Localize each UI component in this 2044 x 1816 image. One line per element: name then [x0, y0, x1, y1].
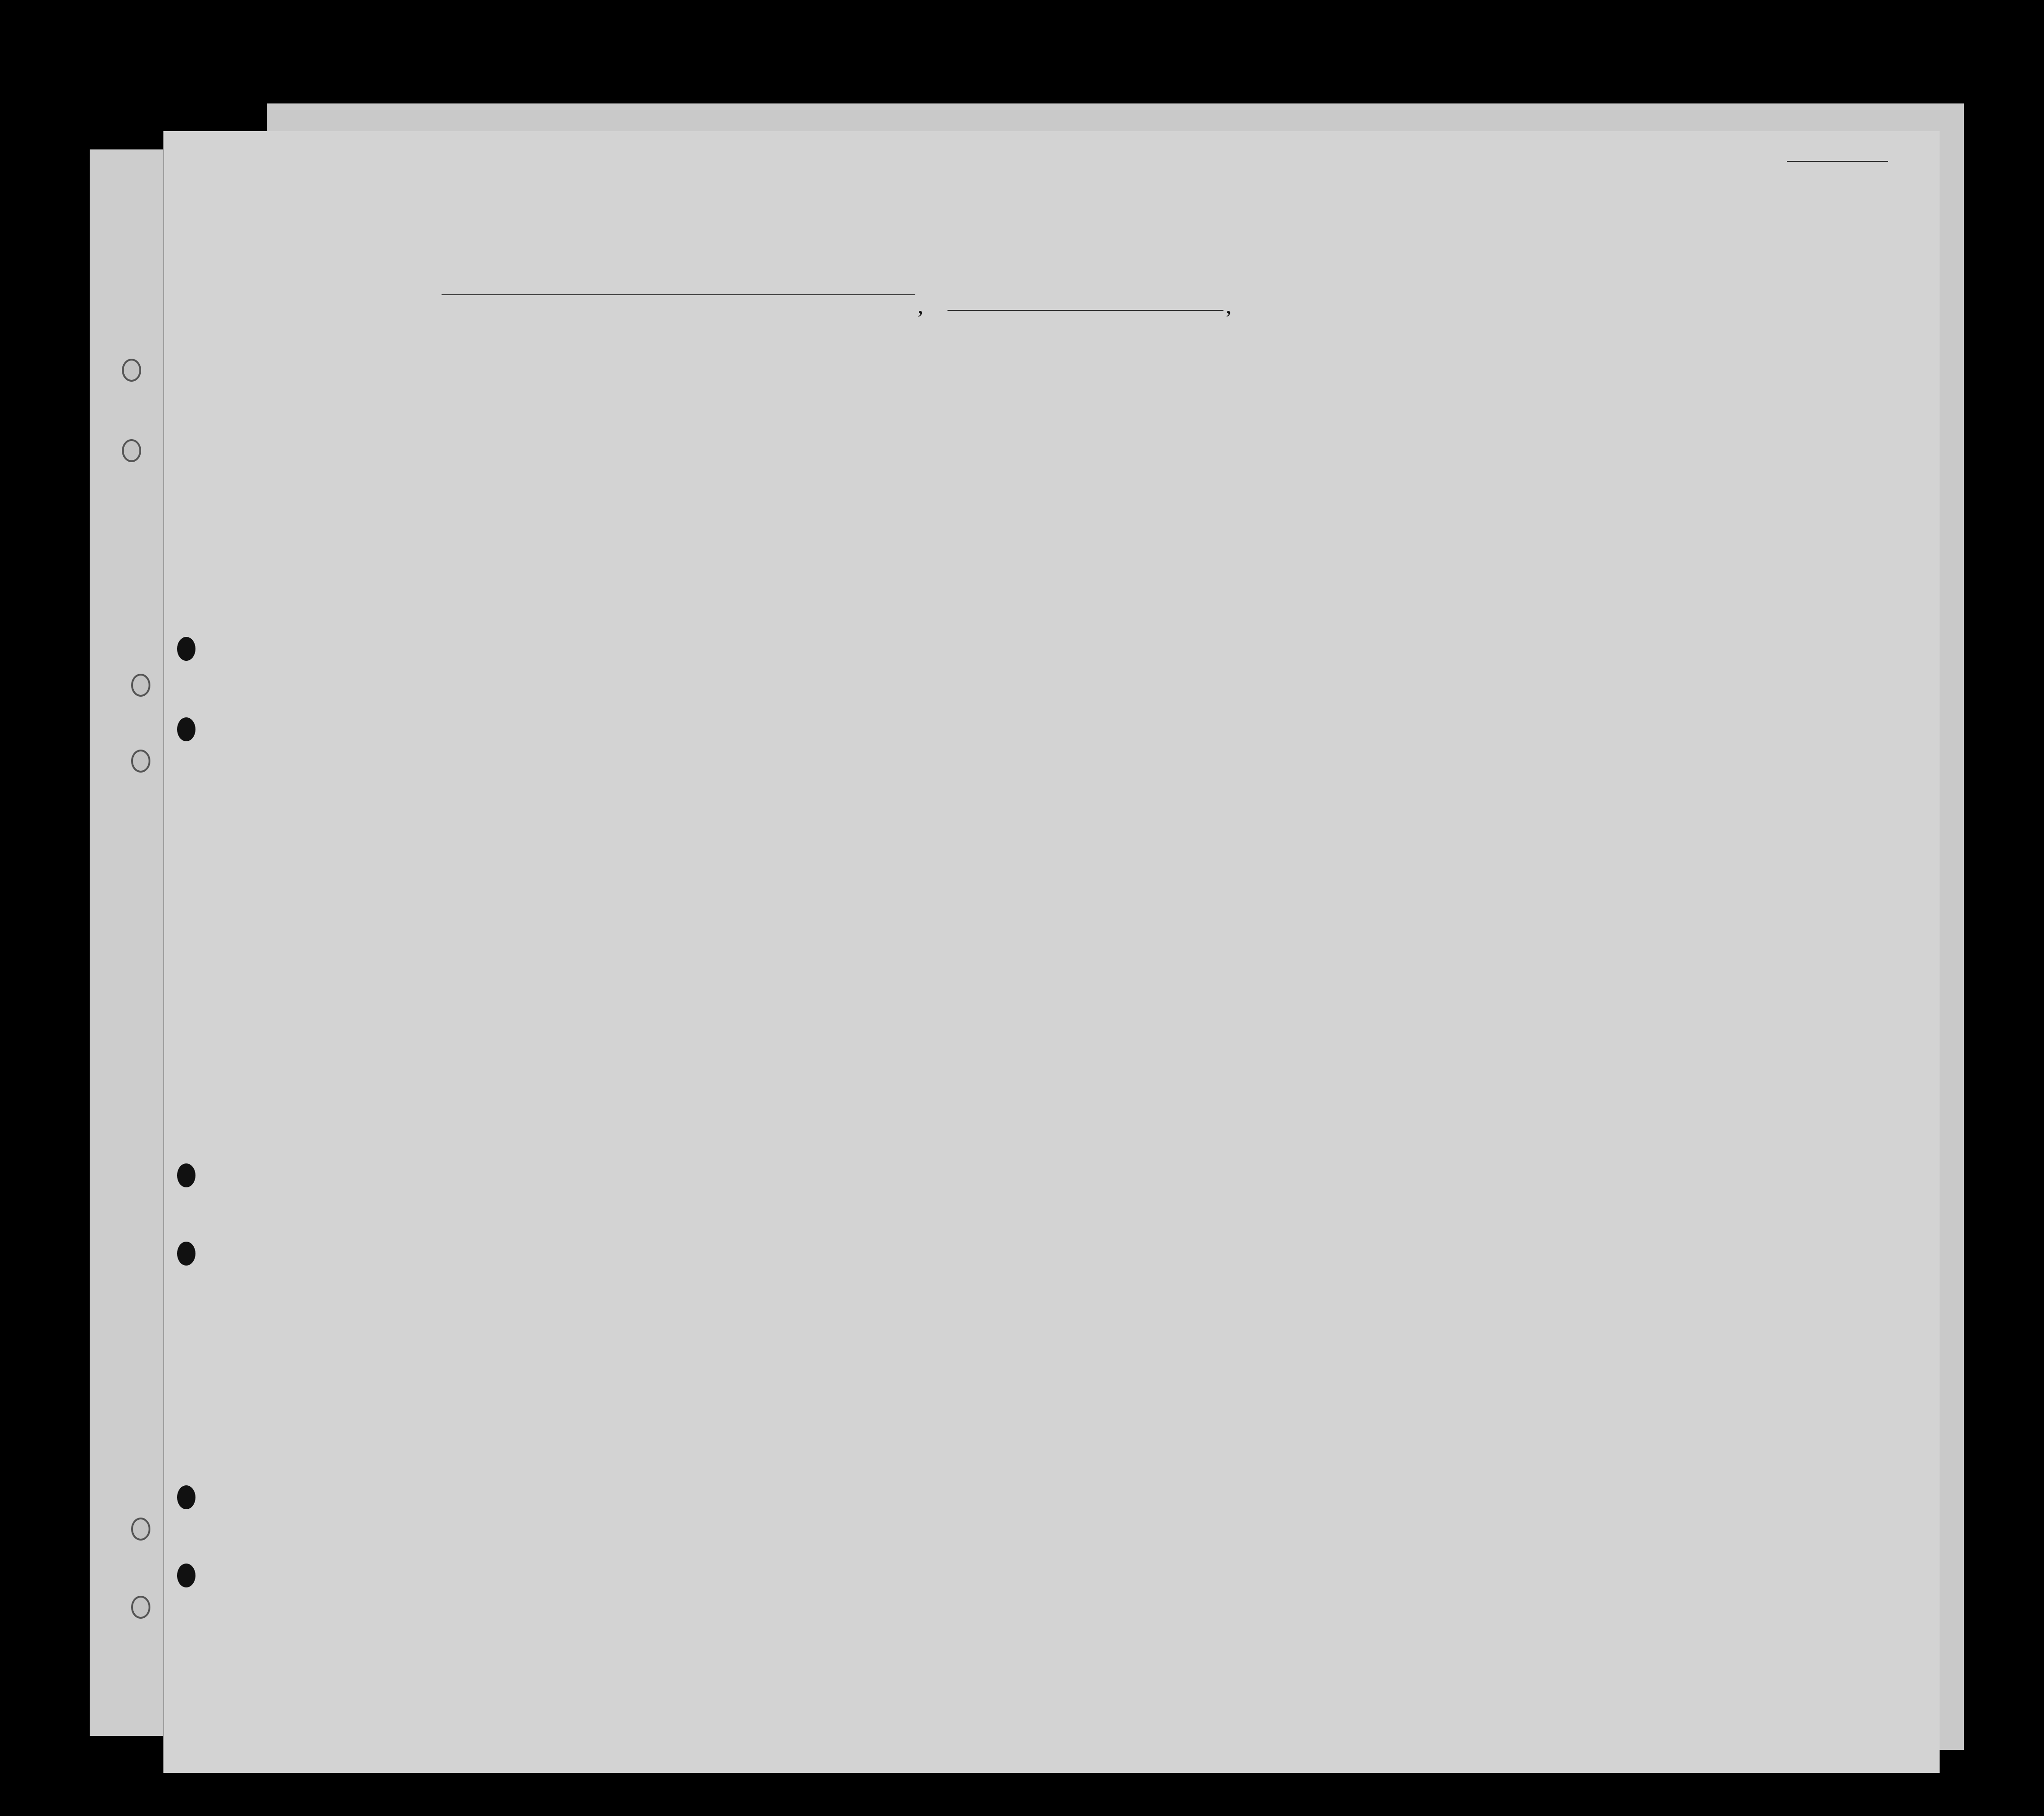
col24a-header: [1175, 382, 1198, 487]
binder-hole: [177, 637, 195, 661]
binder-hole: [177, 1163, 195, 1187]
binder-hole: [177, 1564, 195, 1587]
binder-hole: [177, 1485, 195, 1509]
binder-hole: [131, 1596, 150, 1619]
col33-feet: [1636, 451, 1647, 485]
col28-header: [1394, 368, 1430, 487]
col21-header: [777, 366, 799, 487]
binder-hole: [131, 674, 150, 697]
binder-hole: [131, 750, 150, 773]
col27-header: [1373, 368, 1387, 487]
comma: ,: [918, 292, 924, 318]
col30-header: [1493, 368, 1508, 487]
col25-header: [1315, 368, 1336, 487]
comma: ,: [1226, 292, 1232, 318]
col24b-header: [1214, 382, 1233, 487]
col24c-header: [1281, 382, 1299, 487]
binder-hole: [131, 1518, 150, 1541]
binder-hole: [122, 439, 141, 462]
col33-inches: [1659, 441, 1670, 485]
col26-header: [1349, 368, 1362, 487]
binder-hole: [122, 359, 141, 382]
col19-header: [662, 366, 681, 487]
binder-hole: [177, 1242, 195, 1266]
col29-header: [1440, 368, 1468, 487]
binder-hole: [177, 717, 195, 741]
